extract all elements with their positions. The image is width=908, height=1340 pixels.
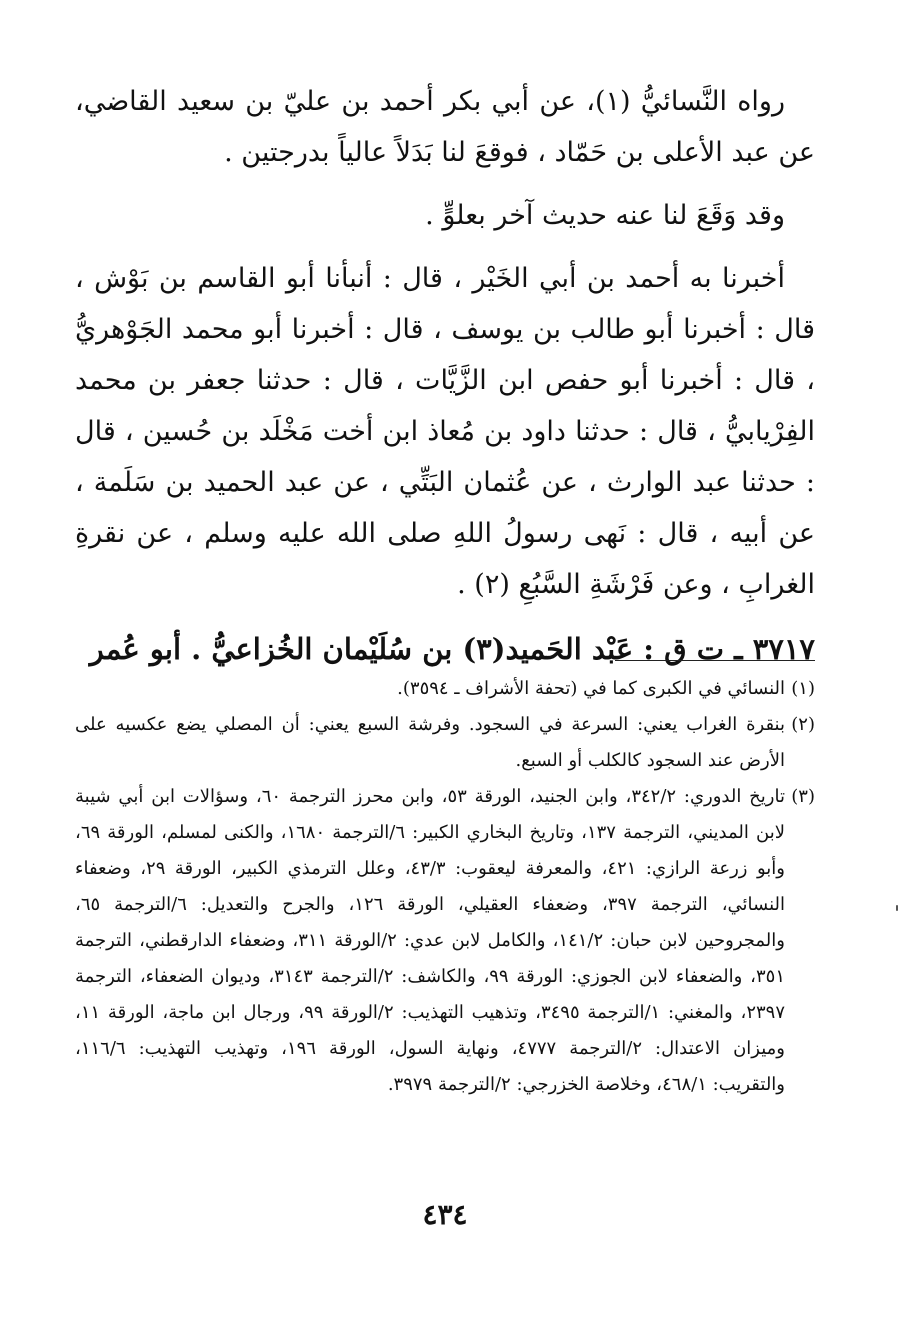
footnote-number: (٣) [791, 786, 815, 807]
main-text [75, 76, 815, 675]
footnote-text: تاريخ الدوري: ٣٤٢/٢، وابن الجنيد، الورقة ٥٣، وابن محرز الترجمة ٦٠، وسؤالات ابن أبي شيبة لابن المديني، الترجمة ١٣٧، وتاريخ البخاري الكبير: ٦/الترجمة ١٦٨٠، والكنى لمسلم، الورقة ٦٩، وأبو زرعة الرازي: ٤٢١، والمعرفة ليعقوب: ٤٣/٣، وعلل الترمذي الكبير، الورقة ٢٩، وضعفاء النسائي، الترجمة ٣٩٧، وضعفاء العقيلي، الورقة ١٢٦، والجرح والتعديل: ٦/الترجمة ٦٥، والمجروحين لابن حبان: ١٤١/٢، والكامل لابن عدي: ٢/الورقة ٣١١، وضعفاء الدارقطني، الترجمة ٣٥١، والضعفاء لابن الجوزي: الورقة ٩٩، والكاشف: ٢/الترجمة ٣١٤٣، وديوان الضعفاء، الترجمة ٢٣٩٧، والمغني: ١/الترجمة ٣٤٩٥، وتذهيب التهذيب: ٢/الورقة ٩٩، ورجال ابن ماجة، الورقة ١١، وميزان الاعتدال: ٢/الترجمة ٤٧٧٧، ونهاية السول، الورقة ١٩٦، وتهذيب التهذيب: ١١٦/٦، والتقريب: ٤٦٨/١، وخلاصة الخزرجي: ٢/الترجمة ٣٩٧٩. [75, 786, 785, 1095]
footnote [75, 671, 815, 707]
paragraph-another-hadith: وقد وَقَعَ لنا عنه حديث آخر بعلوٍّ . [425, 200, 785, 231]
footnote-separator [615, 660, 815, 661]
footnotes [75, 671, 815, 1103]
paragraph-isnad: أخبرنا به أحمد بن أبي الخَيْر ، قال : أنبأنا أبو القاسم بن بَوْش ، قال : أخبرنا أبو طالب بن يوسف ، قال : أخبرنا أبو محمد الجَوْهريُّ ، قال : أخبرنا أبو حفص ابن الزَّيَّات ، قال : حدثنا جعفر بن محمد الفِرْيابيُّ ، قال : حدثنا داود بن مُعاذ ابن أخت مَخْلَد بن حُسين ، قال : حدثنا عبد الوارث ، عن عُثمان البَتِّي ، عن عبد الحميد بن سَلَمة ، عن أبيه ، قال : نَهى رسولُ اللهِ صلى الله عليه وسلم ، عن نقرةِ الغرابِ ، وعن فَرْشَةِ السَّبُعِ (٢) . [75, 263, 815, 600]
footnote-number: (١) [791, 678, 815, 699]
entry-heading: ٣٧١٧ ـ ت ق : عَبْد الحَميد(٣) بن سُلَيْمان الخُزاعيُّ . أبو عُمر [89, 632, 815, 666]
footnote [75, 779, 815, 1103]
scan-edge-mark [896, 905, 898, 911]
book-page [75, 0, 815, 1340]
paragraph-narration: رواه النَّسائيُّ (١)، عن أبي بكر أحمد بن عليّ بن سعيد القاضي، عن عبد الأعلى بن حَمّاد ، فوقعَ لنا بَدَلاً عالياً بدرجتين . [75, 86, 815, 168]
footnote-text: بنقرة الغراب يعني: السرعة في السجود. وفرشة السبع يعني: أن المصلي يضع عكسيه على الأرض عند السجود كالكلب أو السبع. [75, 714, 785, 771]
footnote-number: (٢) [791, 714, 815, 735]
footnote [75, 707, 815, 779]
footnote-text: النسائي في الكبرى كما في (تحفة الأشراف ـ ٣٥٩٤). [397, 678, 785, 699]
page-number: ٤٣٤ [422, 1198, 468, 1231]
